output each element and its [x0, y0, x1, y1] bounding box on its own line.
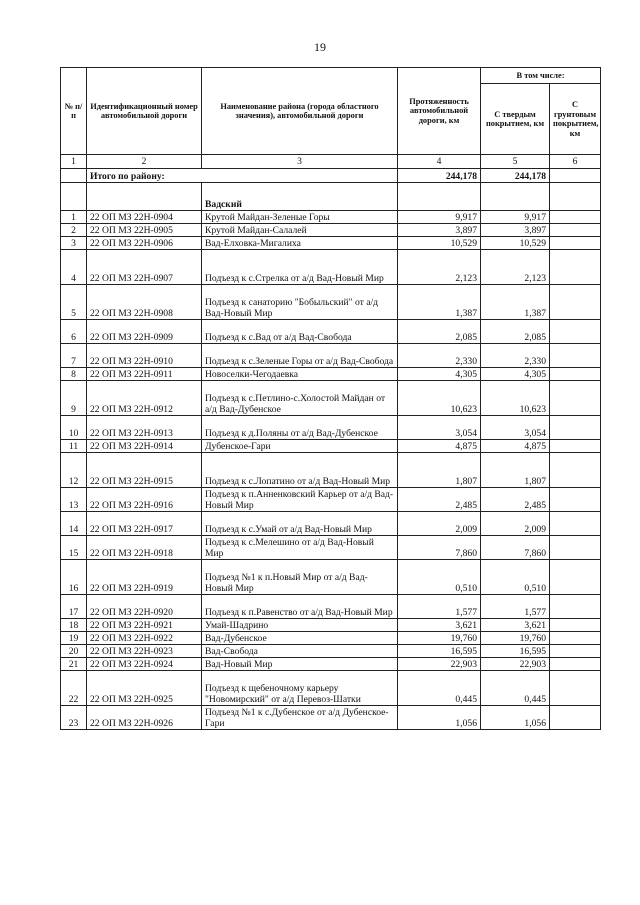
row-number: 3 — [61, 237, 87, 250]
column-index: 6 — [550, 155, 601, 169]
table-row — [61, 381, 601, 416]
header-group-including: В том числе: — [481, 68, 601, 84]
road-dirt-surface — [550, 453, 601, 488]
header-number: № п/п — [61, 68, 87, 155]
road-hard-surface: 2,330 — [481, 344, 550, 368]
road-id: 22 ОП МЗ 22Н-0915 — [87, 453, 202, 488]
road-hard-surface: 0,510 — [481, 560, 550, 595]
road-name: Подъезд к с.Зеленые Горы от а/д Вад-Свобода — [202, 344, 398, 368]
column-index-row — [61, 155, 601, 169]
district-row — [61, 183, 601, 211]
road-id: 22 ОП МЗ 22Н-0924 — [87, 658, 202, 671]
road-name: Подъезд к с.Умай от а/д Вад-Новый Мир — [202, 512, 398, 536]
row-number: 13 — [61, 488, 87, 512]
table-row — [61, 671, 601, 706]
road-id: 22 ОП МЗ 22Н-0912 — [87, 381, 202, 416]
header-road-name: Наименование района (города областного значения), автомобильной дороги — [202, 68, 398, 155]
road-rows — [61, 211, 601, 730]
road-id: 22 ОП МЗ 22Н-0907 — [87, 250, 202, 285]
row-number: 15 — [61, 536, 87, 560]
table-row — [61, 536, 601, 560]
road-dirt-surface — [550, 488, 601, 512]
row-number: 21 — [61, 658, 87, 671]
row-number: 8 — [61, 368, 87, 381]
road-length: 19,760 — [398, 632, 481, 645]
row-number: 10 — [61, 416, 87, 440]
row-number: 6 — [61, 320, 87, 344]
column-index: 3 — [202, 155, 398, 169]
road-dirt-surface — [550, 440, 601, 453]
table-row — [61, 440, 601, 453]
road-name: Дубенское-Гари — [202, 440, 398, 453]
road-hard-surface: 3,621 — [481, 619, 550, 632]
header-dirt-surface: С грунтовым покрытием, км — [550, 84, 601, 155]
road-hard-surface: 10,529 — [481, 237, 550, 250]
road-length: 10,623 — [398, 381, 481, 416]
road-dirt-surface — [550, 344, 601, 368]
road-name: Подъезд к санаторию "Бобыльский" от а/д Вад-Новый Мир — [202, 285, 398, 320]
road-name: Крутой Майдан-Зеленые Горы — [202, 211, 398, 224]
road-dirt-surface — [550, 560, 601, 595]
road-id: 22 ОП МЗ 22Н-0906 — [87, 237, 202, 250]
road-name: Крутой Майдан-Салалей — [202, 224, 398, 237]
road-hard-surface: 4,875 — [481, 440, 550, 453]
road-hard-surface: 2,123 — [481, 250, 550, 285]
roads-table — [60, 67, 601, 730]
road-length: 2,085 — [398, 320, 481, 344]
road-id: 22 ОП МЗ 22Н-0904 — [87, 211, 202, 224]
header-length: Протяженность автомобильной дороги, км — [398, 68, 481, 155]
column-index: 4 — [398, 155, 481, 169]
road-dirt-surface — [550, 706, 601, 730]
road-dirt-surface — [550, 536, 601, 560]
road-name: Подъезд к с.Лопатино от а/д Вад-Новый Мир — [202, 453, 398, 488]
road-length: 1,387 — [398, 285, 481, 320]
table-row — [61, 211, 601, 224]
total-hard: 244,178 — [481, 169, 550, 183]
road-id: 22 ОП МЗ 22Н-0921 — [87, 619, 202, 632]
road-length: 22,903 — [398, 658, 481, 671]
road-id: 22 ОП МЗ 22Н-0910 — [87, 344, 202, 368]
road-hard-surface: 19,760 — [481, 632, 550, 645]
road-dirt-surface — [550, 595, 601, 619]
road-id: 22 ОП МЗ 22Н-0919 — [87, 560, 202, 595]
table-row — [61, 320, 601, 344]
road-hard-surface: 16,595 — [481, 645, 550, 658]
road-name: Вад-Новый Мир — [202, 658, 398, 671]
page-number: 19 — [314, 40, 326, 54]
table-row — [61, 488, 601, 512]
total-label: Итого по району: — [87, 169, 398, 183]
road-hard-surface: 1,807 — [481, 453, 550, 488]
row-number: 17 — [61, 595, 87, 619]
row-number: 14 — [61, 512, 87, 536]
road-length: 9,917 — [398, 211, 481, 224]
table-row — [61, 560, 601, 595]
road-name: Подъезд к с.Петлино-с.Холостой Майдан от а/д Вад-Дубенское — [202, 381, 398, 416]
road-dirt-surface — [550, 237, 601, 250]
road-length: 0,510 — [398, 560, 481, 595]
row-number: 18 — [61, 619, 87, 632]
table-row — [61, 595, 601, 619]
road-id: 22 ОП МЗ 22Н-0913 — [87, 416, 202, 440]
road-length: 4,305 — [398, 368, 481, 381]
table-row — [61, 224, 601, 237]
road-dirt-surface — [550, 658, 601, 671]
row-number: 4 — [61, 250, 87, 285]
column-index: 2 — [87, 155, 202, 169]
road-length: 1,577 — [398, 595, 481, 619]
table-row — [61, 706, 601, 730]
road-name: Подъезд №1 к с.Дубенское от а/д Дубенское-Гари — [202, 706, 398, 730]
road-id: 22 ОП МЗ 22Н-0926 — [87, 706, 202, 730]
table-row — [61, 645, 601, 658]
row-number: 9 — [61, 381, 87, 416]
road-dirt-surface — [550, 671, 601, 706]
table-row — [61, 285, 601, 320]
road-length: 4,875 — [398, 440, 481, 453]
row-number: 20 — [61, 645, 87, 658]
road-hard-surface: 22,903 — [481, 658, 550, 671]
road-id: 22 ОП МЗ 22Н-0905 — [87, 224, 202, 237]
road-hard-surface: 3,897 — [481, 224, 550, 237]
road-id: 22 ОП МЗ 22Н-0918 — [87, 536, 202, 560]
road-name: Умай-Шадрино — [202, 619, 398, 632]
road-dirt-surface — [550, 619, 601, 632]
road-name: Подъезд к п.Равенство от а/д Вад-Новый Мир — [202, 595, 398, 619]
road-hard-surface: 2,485 — [481, 488, 550, 512]
table-row — [61, 344, 601, 368]
road-name: Вад-Свобода — [202, 645, 398, 658]
road-id: 22 ОП МЗ 22Н-0920 — [87, 595, 202, 619]
table-row — [61, 250, 601, 285]
road-id: 22 ОП МЗ 22Н-0911 — [87, 368, 202, 381]
road-dirt-surface — [550, 416, 601, 440]
road-hard-surface: 2,009 — [481, 512, 550, 536]
road-length: 2,123 — [398, 250, 481, 285]
road-dirt-surface — [550, 250, 601, 285]
row-number: 5 — [61, 285, 87, 320]
road-length: 1,807 — [398, 453, 481, 488]
road-id: 22 ОП МЗ 22Н-0917 — [87, 512, 202, 536]
table-row — [61, 632, 601, 645]
road-dirt-surface — [550, 381, 601, 416]
road-dirt-surface — [550, 211, 601, 224]
column-index: 5 — [481, 155, 550, 169]
road-name: Подъезд к д.Поляны от а/д Вад-Дубенское — [202, 416, 398, 440]
road-hard-surface: 1,387 — [481, 285, 550, 320]
row-number: 7 — [61, 344, 87, 368]
road-id: 22 ОП МЗ 22Н-0922 — [87, 632, 202, 645]
road-hard-surface: 4,305 — [481, 368, 550, 381]
road-length: 3,897 — [398, 224, 481, 237]
road-length: 7,860 — [398, 536, 481, 560]
table-row — [61, 368, 601, 381]
total-length: 244,178 — [398, 169, 481, 183]
road-id: 22 ОП МЗ 22Н-0916 — [87, 488, 202, 512]
road-length: 16,595 — [398, 645, 481, 658]
total-row — [61, 169, 601, 183]
road-name: Подъезд к с.Стрелка от а/д Вад-Новый Мир — [202, 250, 398, 285]
road-name: Новоселки-Чегодаевка — [202, 368, 398, 381]
table-row — [61, 512, 601, 536]
road-dirt-surface — [550, 645, 601, 658]
road-dirt-surface — [550, 285, 601, 320]
road-length: 2,330 — [398, 344, 481, 368]
road-name: Вад-Елховка-Мигалиха — [202, 237, 398, 250]
road-hard-surface: 2,085 — [481, 320, 550, 344]
road-hard-surface: 3,054 — [481, 416, 550, 440]
road-length: 1,056 — [398, 706, 481, 730]
road-id: 22 ОП МЗ 22Н-0909 — [87, 320, 202, 344]
road-dirt-surface — [550, 320, 601, 344]
road-id: 22 ОП МЗ 22Н-0914 — [87, 440, 202, 453]
column-index: 1 — [61, 155, 87, 169]
row-number: 22 — [61, 671, 87, 706]
road-hard-surface: 1,577 — [481, 595, 550, 619]
road-dirt-surface — [550, 632, 601, 645]
row-number: 16 — [61, 560, 87, 595]
district-name: Вадский — [202, 183, 398, 211]
road-name: Подъезд к щебеночному карьеру "Новомирский" от а/д Перевоз-Шатки — [202, 671, 398, 706]
road-name: Подъезд №1 к п.Новый Мир от а/д Вад-Новый Мир — [202, 560, 398, 595]
table-row — [61, 619, 601, 632]
row-number: 23 — [61, 706, 87, 730]
table-row — [61, 416, 601, 440]
road-name: Подъезд к п.Анненковский Карьер от а/д Вад-Новый Мир — [202, 488, 398, 512]
road-dirt-surface — [550, 512, 601, 536]
road-dirt-surface — [550, 224, 601, 237]
road-hard-surface: 7,860 — [481, 536, 550, 560]
road-length: 2,485 — [398, 488, 481, 512]
row-number: 1 — [61, 211, 87, 224]
road-length: 2,009 — [398, 512, 481, 536]
table-row — [61, 237, 601, 250]
road-length: 3,054 — [398, 416, 481, 440]
road-length: 0,445 — [398, 671, 481, 706]
row-number: 12 — [61, 453, 87, 488]
road-id: 22 ОП МЗ 22Н-0925 — [87, 671, 202, 706]
road-hard-surface: 1,056 — [481, 706, 550, 730]
road-name: Подъезд к с.Мелешино от а/д Вад-Новый Мир — [202, 536, 398, 560]
header-hard-surface: С твердым покрытием, км — [481, 84, 550, 155]
road-name: Подъезд к с.Вад от а/д Вад-Свобода — [202, 320, 398, 344]
road-length: 10,529 — [398, 237, 481, 250]
road-id: 22 ОП МЗ 22Н-0908 — [87, 285, 202, 320]
row-number: 19 — [61, 632, 87, 645]
table-row — [61, 658, 601, 671]
road-hard-surface: 10,623 — [481, 381, 550, 416]
road-length: 3,621 — [398, 619, 481, 632]
row-number: 2 — [61, 224, 87, 237]
road-hard-surface: 9,917 — [481, 211, 550, 224]
road-name: Вад-Дубенское — [202, 632, 398, 645]
road-hard-surface: 0,445 — [481, 671, 550, 706]
road-dirt-surface — [550, 368, 601, 381]
row-number: 11 — [61, 440, 87, 453]
road-id: 22 ОП МЗ 22Н-0923 — [87, 645, 202, 658]
header-road-id: Идентификационный номер автомобильной дороги — [87, 68, 202, 155]
table-row — [61, 453, 601, 488]
